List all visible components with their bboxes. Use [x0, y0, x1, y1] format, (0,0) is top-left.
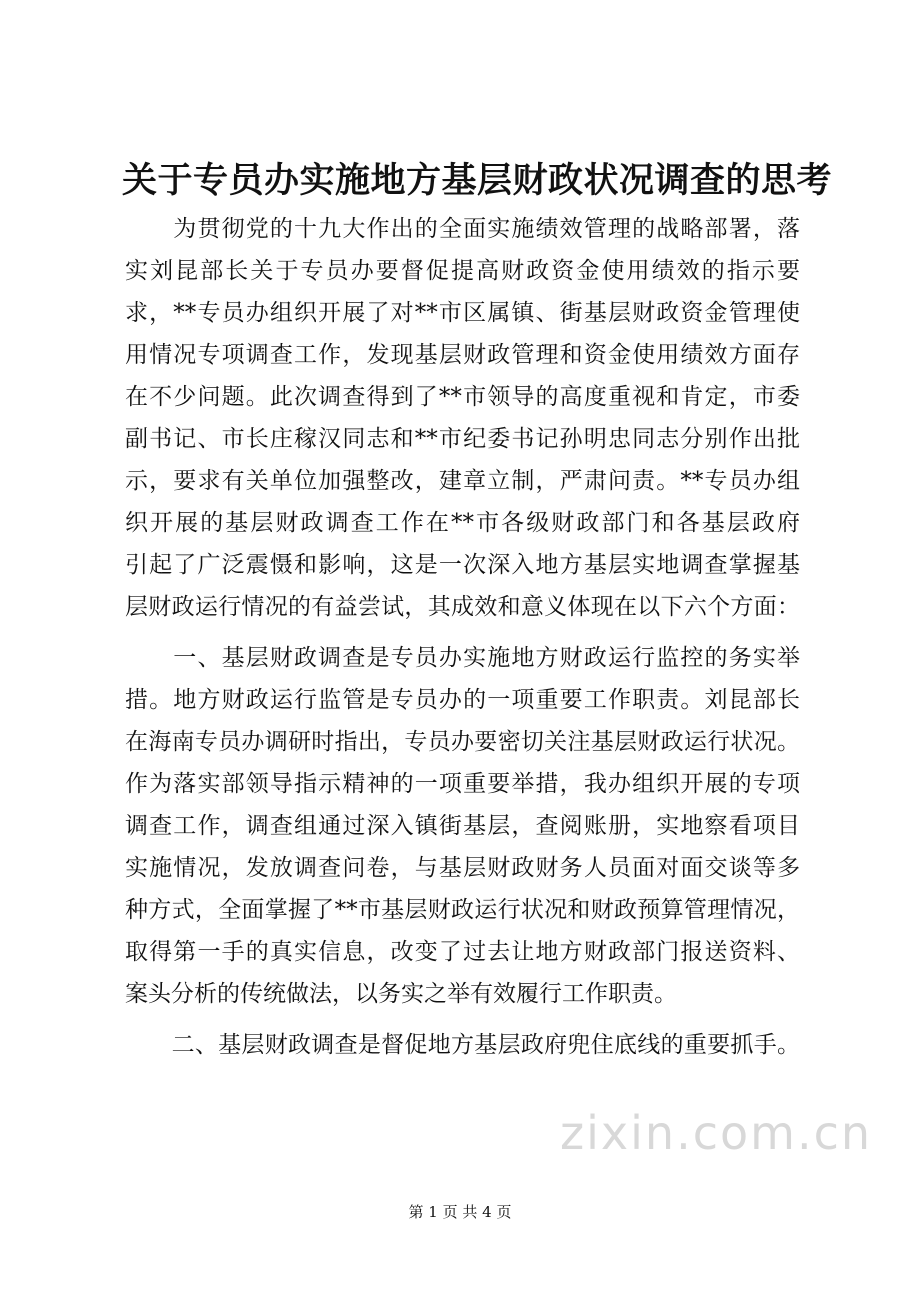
text-line: 取得第一手的真实信息，改变了过去让地方财政部门报送资料、 — [125, 939, 800, 965]
text-line: 层财政运行情况的有益尝试，其成效和意义体现在以下六个方面： — [125, 594, 800, 620]
text-line: 作为落实部领导指示精神的一项重要举措，我办组织开展的专项 — [125, 771, 800, 797]
text-line: 在海南专员办调研时指出，专员办要密切关注基层财政运行状况。 — [125, 729, 800, 755]
document-title: 关于专员办实施地方基层财政状况调查的思考 — [122, 160, 833, 201]
text-line: 二、基层财政调查是督促地方基层政府兜住底线的重要抓手。 — [125, 1032, 800, 1058]
text-line: 一、基层财政调查是专员办实施地方财政运行监控的务实举 — [125, 645, 800, 671]
paragraph-1 — [125, 208, 800, 628]
page-footer: 第 1 页 共 4 页 — [408, 1203, 512, 1221]
text-line: 案头分析的传统做法，以务实之举有效履行工作职责。 — [125, 981, 677, 1007]
text-line: 引起了广泛震慑和影响，这是一次深入地方基层实地调查掌握基 — [125, 552, 800, 578]
text-line: 在不少问题。此次调查得到了**市领导的高度重视和肯定，市委 — [125, 384, 800, 410]
text-line: 种方式，全面掌握了**市基层财政运行状况和财政预算管理情况， — [125, 897, 800, 923]
text-line: 织开展的基层财政调查工作在**市各级财政部门和各基层政府 — [125, 510, 800, 536]
paragraph-2 — [125, 637, 800, 1015]
text-line: 实施情况，发放调查问卷，与基层财政财务人员面对面交谈等多 — [125, 855, 800, 881]
text-line: 措。地方财政运行监管是专员办的一项重要工作职责。刘昆部长 — [125, 687, 800, 713]
text-line: 为贯彻党的十九大作出的全面实施绩效管理的战略部署，落 — [125, 216, 800, 242]
text-line: 示，要求有关单位加强整改，建章立制，严肃问责。**专员办组 — [125, 468, 800, 494]
text-line: 用情况专项调查工作，发现基层财政管理和资金使用绩效方面存 — [125, 342, 800, 368]
paragraph-3 — [125, 1024, 800, 1066]
text-line: 调查工作，调查组通过深入镇街基层，查阅账册，实地察看项目 — [125, 813, 800, 839]
text-line: 副书记、市长庄稼汉同志和**市纪委书记孙明忠同志分别作出批 — [125, 426, 800, 452]
text-line: 实刘昆部长关于专员办要督促提高财政资金使用绩效的指示要 — [125, 258, 800, 284]
watermark: zixin.com.cn — [560, 1106, 873, 1160]
document-body — [125, 208, 800, 1066]
text-line: 求，**专员办组织开展了对**市区属镇、街基层财政资金管理使 — [125, 300, 800, 326]
